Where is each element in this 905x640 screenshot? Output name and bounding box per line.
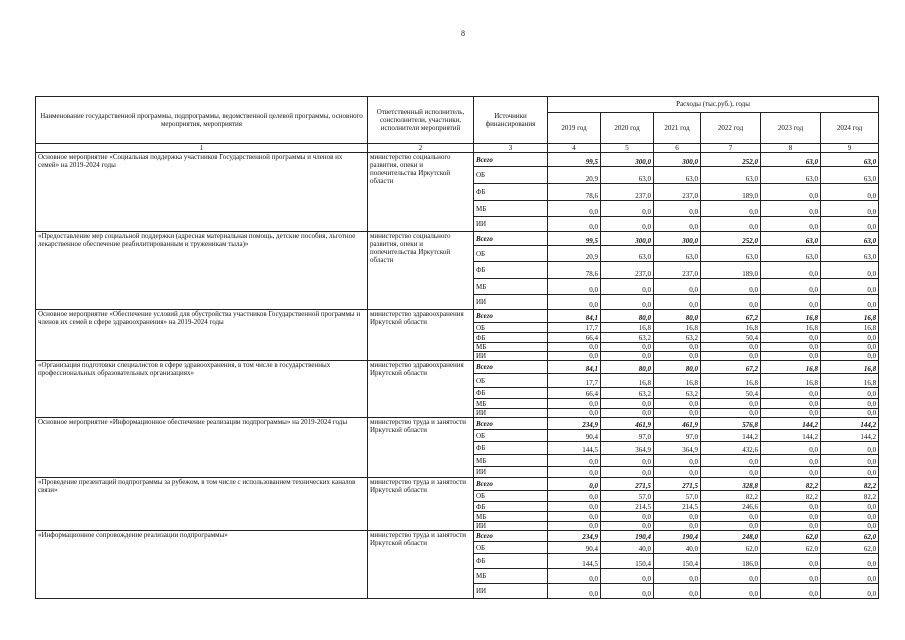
funding-source: ОБ — [474, 430, 548, 442]
expense-value: 0,0 — [701, 343, 761, 352]
funding-source: МБ — [474, 455, 548, 467]
expense-value: 0,0 — [761, 333, 821, 343]
expense-value: 67,2 — [701, 361, 761, 374]
expense-value: 63,0 — [761, 232, 821, 246]
expense-value: 328,8 — [701, 478, 761, 491]
funding-source: МБ — [474, 343, 548, 352]
expense-value: 0,0 — [548, 478, 601, 491]
expense-value: 0,0 — [761, 388, 821, 399]
expense-value: 0,0 — [654, 569, 701, 584]
expense-value: 63,0 — [761, 246, 821, 262]
expense-value: 190,4 — [601, 531, 654, 542]
expense-value: 234,9 — [548, 418, 601, 430]
expense-value: 80,0 — [654, 310, 701, 323]
expense-value: 0,0 — [761, 201, 821, 217]
funding-source: ИИ — [474, 217, 548, 232]
expense-value: 99,5 — [548, 232, 601, 246]
expense-value: 0,0 — [548, 467, 601, 478]
expense-value: 189,0 — [701, 184, 761, 201]
funding-source: ОБ — [474, 167, 548, 184]
funding-source: ИИ — [474, 522, 548, 531]
expense-value: 16,8 — [601, 323, 654, 333]
expense-value: 63,0 — [761, 167, 821, 184]
expense-value: 0,0 — [821, 569, 879, 584]
expense-value: 0,0 — [701, 295, 761, 310]
funding-source: ОБ — [474, 542, 548, 554]
expense-value: 144,2 — [821, 418, 879, 430]
expense-value: 16,8 — [701, 374, 761, 388]
expense-value: 0,0 — [548, 352, 601, 361]
table-body — [36, 153, 879, 599]
funding-source: МБ — [474, 279, 548, 295]
expense-value: 97,0 — [601, 430, 654, 442]
expense-value: 0,0 — [701, 399, 761, 409]
expense-value: 0,0 — [601, 584, 654, 599]
funding-source: ИИ — [474, 352, 548, 361]
expense-value: 0,0 — [548, 201, 601, 217]
funding-source: ОБ — [474, 323, 548, 333]
expense-value: 0,0 — [701, 522, 761, 531]
expense-value: 0,0 — [601, 409, 654, 418]
funding-source: ИИ — [474, 584, 548, 599]
funding-source: ФБ — [474, 333, 548, 343]
expense-value: 62,0 — [701, 542, 761, 554]
expense-value: 300,0 — [601, 232, 654, 246]
header-year: 2023 год — [761, 113, 821, 144]
expense-value: 144,2 — [761, 430, 821, 442]
funding-source: ФБ — [474, 554, 548, 569]
expense-value: 40,0 — [654, 542, 701, 554]
expense-value: 0,0 — [761, 522, 821, 531]
expense-value: 0,0 — [548, 217, 601, 232]
header-source: Источники финансирования — [474, 97, 548, 144]
expense-value: 0,0 — [761, 442, 821, 455]
expense-value: 432,6 — [701, 442, 761, 455]
expense-value: 0,0 — [548, 455, 601, 467]
expense-value: 82,2 — [761, 491, 821, 502]
measure-name: «Проведение презентаций подпрограммы за рубежом, в том числе с использованием технических каналов связи» — [36, 478, 368, 531]
expense-value: 17,7 — [548, 323, 601, 333]
expense-value: 0,0 — [654, 217, 701, 232]
funding-source: Всего — [474, 153, 548, 167]
expense-value: 16,8 — [601, 374, 654, 388]
expense-value: 0,0 — [821, 522, 879, 531]
expense-value: 144,5 — [548, 554, 601, 569]
expense-value: 20,9 — [548, 246, 601, 262]
expense-value: 0,0 — [654, 512, 701, 522]
expense-value: 0,0 — [821, 262, 879, 279]
expense-value: 0,0 — [761, 279, 821, 295]
expense-value: 82,2 — [701, 491, 761, 502]
funding-source: ОБ — [474, 246, 548, 262]
expense-value: 63,2 — [654, 333, 701, 343]
expense-value: 16,8 — [761, 310, 821, 323]
funding-source: ФБ — [474, 262, 548, 279]
expense-value: 0,0 — [761, 262, 821, 279]
expense-value: 0,0 — [701, 584, 761, 599]
funding-source: МБ — [474, 512, 548, 522]
funding-source: ИИ — [474, 467, 548, 478]
expense-value: 0,0 — [601, 201, 654, 217]
column-index: 4 — [548, 144, 601, 153]
expense-value: 78,6 — [548, 262, 601, 279]
funding-source: ФБ — [474, 184, 548, 201]
expense-value: 62,0 — [821, 542, 879, 554]
responsible-executor: министерство социального развития, опеки и попечительства Иркутской области — [368, 153, 474, 232]
expense-value: 0,0 — [654, 409, 701, 418]
expense-value: 0,0 — [761, 343, 821, 352]
expense-value: 0,0 — [601, 467, 654, 478]
expense-value: 82,2 — [821, 478, 879, 491]
expense-value: 0,0 — [761, 554, 821, 569]
responsible-executor: министерство здравоохранения Иркутской области — [368, 310, 474, 361]
expense-value: 364,9 — [654, 442, 701, 455]
expense-value: 0,0 — [601, 512, 654, 522]
expense-value: 0,0 — [761, 399, 821, 409]
funding-source: ОБ — [474, 374, 548, 388]
expense-value: 144,5 — [548, 442, 601, 455]
responsible-executor: министерство социального развития, опеки и попечительства Иркутской области — [368, 232, 474, 310]
expense-value: 0,0 — [761, 512, 821, 522]
expense-value: 150,4 — [654, 554, 701, 569]
expense-value: 80,0 — [601, 310, 654, 323]
expense-value: 17,7 — [548, 374, 601, 388]
expense-value: 16,8 — [821, 310, 879, 323]
expense-value: 0,0 — [548, 295, 601, 310]
expense-value: 16,8 — [821, 374, 879, 388]
expense-value: 63,0 — [701, 167, 761, 184]
expense-value: 0,0 — [548, 512, 601, 522]
header-year: 2022 год — [701, 113, 761, 144]
expense-value: 62,0 — [761, 542, 821, 554]
funding-source: Всего — [474, 418, 548, 430]
expense-value: 190,4 — [654, 531, 701, 542]
responsible-executor: министерство труда и занятости Иркутской области — [368, 478, 474, 531]
expense-value: 82,2 — [761, 478, 821, 491]
expense-value: 189,0 — [701, 262, 761, 279]
expense-value: 214,5 — [654, 502, 701, 512]
expense-value: 0,0 — [821, 352, 879, 361]
expense-value: 300,0 — [654, 232, 701, 246]
column-index: 6 — [654, 144, 701, 153]
funding-source: Всего — [474, 361, 548, 374]
expense-value: 271,5 — [654, 478, 701, 491]
header-year: 2021 год — [654, 113, 701, 144]
header-responsible: Ответственный исполнитель, соисполнители, участники, исполнители мероприятий — [368, 97, 474, 144]
expense-value: 0,0 — [821, 217, 879, 232]
column-index: 1 — [36, 144, 368, 153]
expense-value: 0,0 — [654, 455, 701, 467]
expense-value: 252,0 — [701, 232, 761, 246]
expense-value: 82,2 — [821, 491, 879, 502]
expense-value: 0,0 — [821, 584, 879, 599]
measure-name: Основное мероприятие «Социальная поддержка участников Государственной программы и членов их семей» на 2019-2024 годы — [36, 153, 368, 232]
expense-value: 186,0 — [701, 554, 761, 569]
expense-value: 0,0 — [601, 279, 654, 295]
expense-value: 576,8 — [701, 418, 761, 430]
expense-value: 16,8 — [821, 323, 879, 333]
expense-value: 0,0 — [761, 295, 821, 310]
expense-value: 0,0 — [548, 343, 601, 352]
expense-value: 16,8 — [761, 323, 821, 333]
expense-value: 0,0 — [654, 279, 701, 295]
expense-value: 0,0 — [548, 399, 601, 409]
expense-value: 50,4 — [701, 333, 761, 343]
expense-value: 0,0 — [701, 201, 761, 217]
expense-value: 16,8 — [701, 323, 761, 333]
expense-value: 0,0 — [654, 522, 701, 531]
expense-value: 0,0 — [548, 491, 601, 502]
expense-value: 0,0 — [821, 295, 879, 310]
expense-value: 0,0 — [548, 522, 601, 531]
expense-value: 84,1 — [548, 361, 601, 374]
table-row — [36, 232, 879, 246]
expense-value: 0,0 — [761, 569, 821, 584]
expense-value: 0,0 — [701, 279, 761, 295]
funding-source: ФБ — [474, 502, 548, 512]
expense-value: 0,0 — [601, 295, 654, 310]
expense-value: 80,0 — [601, 361, 654, 374]
responsible-executor: министерство труда и занятости Иркутской области — [368, 418, 474, 478]
header-expenses: Расходы (тыс.руб.), годы — [548, 97, 879, 113]
expense-value: 66,4 — [548, 388, 601, 399]
expense-value: 40,0 — [601, 542, 654, 554]
expense-value: 0,0 — [761, 467, 821, 478]
column-index: 7 — [701, 144, 761, 153]
expense-value: 0,0 — [601, 343, 654, 352]
expense-value: 16,8 — [761, 374, 821, 388]
expense-value: 0,0 — [548, 502, 601, 512]
expense-value: 20,9 — [548, 167, 601, 184]
expense-value: 237,0 — [601, 184, 654, 201]
expense-value: 63,2 — [654, 388, 701, 399]
expenditure-table — [35, 96, 879, 599]
expense-value: 248,0 — [701, 531, 761, 542]
column-index: 5 — [601, 144, 654, 153]
expense-value: 62,0 — [821, 531, 879, 542]
measure-name: Основное мероприятие «Информационное обеспечение реализации подпрограммы» на 2019-2024 годы — [36, 418, 368, 478]
expense-value: 0,0 — [601, 455, 654, 467]
expense-value: 0,0 — [821, 184, 879, 201]
funding-source: МБ — [474, 569, 548, 584]
header-year: 2019 год — [548, 113, 601, 144]
expense-value: 0,0 — [821, 467, 879, 478]
expense-value: 67,2 — [701, 310, 761, 323]
expense-value: 97,0 — [654, 430, 701, 442]
expense-value: 0,0 — [548, 279, 601, 295]
page-number: 8 — [461, 29, 465, 38]
expense-value: 246,6 — [701, 502, 761, 512]
expense-value: 0,0 — [821, 399, 879, 409]
expense-value: 0,0 — [701, 569, 761, 584]
expense-value: 0,0 — [821, 343, 879, 352]
expense-value: 99,5 — [548, 153, 601, 167]
expense-value: 0,0 — [701, 512, 761, 522]
expense-value: 0,0 — [761, 409, 821, 418]
expense-value: 0,0 — [761, 584, 821, 599]
expense-value: 0,0 — [821, 455, 879, 467]
expense-value: 16,8 — [654, 374, 701, 388]
expense-value: 0,0 — [761, 217, 821, 232]
expense-value: 234,9 — [548, 531, 601, 542]
expense-value: 80,0 — [654, 361, 701, 374]
expense-value: 0,0 — [654, 467, 701, 478]
measure-name: «Предоставление мер социальной поддержки (адресная материальная помощь, детские пособия, льготное лекарственное обеспечение реабилитированным и труженикам тыла)» — [36, 232, 368, 310]
table-row — [36, 153, 879, 167]
expense-value: 16,8 — [821, 361, 879, 374]
expense-value: 63,0 — [821, 232, 879, 246]
expense-value: 300,0 — [654, 153, 701, 167]
expense-value: 0,0 — [761, 352, 821, 361]
expense-value: 237,0 — [601, 262, 654, 279]
expense-value: 0,0 — [761, 455, 821, 467]
funding-source: Всего — [474, 478, 548, 491]
responsible-executor: министерство труда и занятости Иркутской области — [368, 531, 474, 599]
funding-source: ФБ — [474, 388, 548, 399]
expense-value: 0,0 — [601, 399, 654, 409]
expense-value: 0,0 — [701, 409, 761, 418]
expense-value: 364,9 — [601, 442, 654, 455]
expense-value: 0,0 — [654, 343, 701, 352]
expense-value: 144,2 — [821, 430, 879, 442]
expense-value: 0,0 — [761, 184, 821, 201]
expense-value: 63,0 — [601, 246, 654, 262]
expense-value: 0,0 — [701, 455, 761, 467]
table-row — [36, 478, 879, 491]
expense-value: 78,6 — [548, 184, 601, 201]
expense-value: 63,0 — [761, 153, 821, 167]
expense-value: 57,0 — [654, 491, 701, 502]
expense-value: 461,9 — [654, 418, 701, 430]
expense-value: 0,0 — [548, 409, 601, 418]
expense-value: 84,1 — [548, 310, 601, 323]
expense-value: 252,0 — [701, 153, 761, 167]
expense-value: 271,5 — [601, 478, 654, 491]
expense-value: 63,2 — [601, 388, 654, 399]
funding-source: ФБ — [474, 442, 548, 455]
expense-value: 63,2 — [601, 333, 654, 343]
responsible-executor: министерство здравоохранения Иркутской области — [368, 361, 474, 418]
column-index: 2 — [368, 144, 474, 153]
expense-value: 144,2 — [761, 418, 821, 430]
expense-value: 0,0 — [601, 569, 654, 584]
expense-value: 0,0 — [654, 352, 701, 361]
column-index: 3 — [474, 144, 548, 153]
expense-value: 0,0 — [821, 409, 879, 418]
expense-value: 50,4 — [701, 388, 761, 399]
expense-value: 0,0 — [548, 584, 601, 599]
funding-source: МБ — [474, 399, 548, 409]
funding-source: МБ — [474, 201, 548, 217]
expense-value: 63,0 — [821, 246, 879, 262]
expense-value: 90,4 — [548, 430, 601, 442]
expense-value: 0,0 — [601, 352, 654, 361]
expense-value: 0,0 — [821, 442, 879, 455]
expense-value: 0,0 — [548, 569, 601, 584]
funding-source: ИИ — [474, 295, 548, 310]
header-year: 2020 год — [601, 113, 654, 144]
measure-name: «Информационное сопровождение реализации подпрограммы» — [36, 531, 368, 599]
funding-source: Всего — [474, 531, 548, 542]
expense-value: 0,0 — [654, 201, 701, 217]
expense-value: 63,0 — [821, 167, 879, 184]
expense-value: 0,0 — [821, 333, 879, 343]
expense-value: 0,0 — [654, 295, 701, 310]
expense-value: 0,0 — [821, 279, 879, 295]
table-row — [36, 418, 879, 430]
funding-source: ИИ — [474, 409, 548, 418]
expense-value: 144,2 — [701, 430, 761, 442]
expense-value: 0,0 — [701, 467, 761, 478]
expense-value: 0,0 — [701, 352, 761, 361]
column-index: 8 — [761, 144, 821, 153]
expense-value: 0,0 — [654, 584, 701, 599]
expense-value: 214,5 — [601, 502, 654, 512]
expense-value: 0,0 — [821, 388, 879, 399]
expense-value: 461,9 — [601, 418, 654, 430]
expense-value: 300,0 — [601, 153, 654, 167]
funding-source: Всего — [474, 310, 548, 323]
expense-value: 0,0 — [821, 201, 879, 217]
expense-value: 0,0 — [701, 217, 761, 232]
funding-source: Всего — [474, 232, 548, 246]
expense-value: 63,0 — [601, 167, 654, 184]
expense-value: 63,0 — [654, 167, 701, 184]
header-name: Наименование государственной программы, подпрограммы, ведомственной целевой программы, основного мероприятия, мероприятия — [36, 97, 368, 144]
expense-value: 63,0 — [821, 153, 879, 167]
expense-value: 0,0 — [601, 217, 654, 232]
expense-value: 150,4 — [601, 554, 654, 569]
table-row — [36, 310, 879, 323]
expense-value: 0,0 — [601, 522, 654, 531]
column-index: 9 — [821, 144, 879, 153]
expense-value: 237,0 — [654, 262, 701, 279]
expense-value: 63,0 — [701, 246, 761, 262]
expense-value: 57,0 — [601, 491, 654, 502]
expense-value: 0,0 — [654, 399, 701, 409]
expense-value: 16,8 — [761, 361, 821, 374]
column-index-row — [36, 144, 879, 153]
expense-value: 16,8 — [654, 323, 701, 333]
expense-value: 63,0 — [654, 246, 701, 262]
expense-value: 66,4 — [548, 333, 601, 343]
expense-value: 62,0 — [761, 531, 821, 542]
expense-value: 0,0 — [821, 512, 879, 522]
expense-value: 237,0 — [654, 184, 701, 201]
expense-value: 90,4 — [548, 542, 601, 554]
funding-source: ОБ — [474, 491, 548, 502]
expense-value: 0,0 — [761, 502, 821, 512]
expense-value: 0,0 — [821, 554, 879, 569]
table-row — [36, 531, 879, 542]
expense-value: 0,0 — [821, 502, 879, 512]
measure-name: «Организация подготовки специалистов в сфере здравоохранения, в том числе в государственных профессиональных образовательных организациях» — [36, 361, 368, 418]
table-row — [36, 361, 879, 374]
measure-name: Основное мероприятие «Обеспечение условий для обустройства участников Государственной программы и членов их семей в сфере здравоохранения» на 2019-2024 годы — [36, 310, 368, 361]
header-year: 2024 год — [821, 113, 879, 144]
